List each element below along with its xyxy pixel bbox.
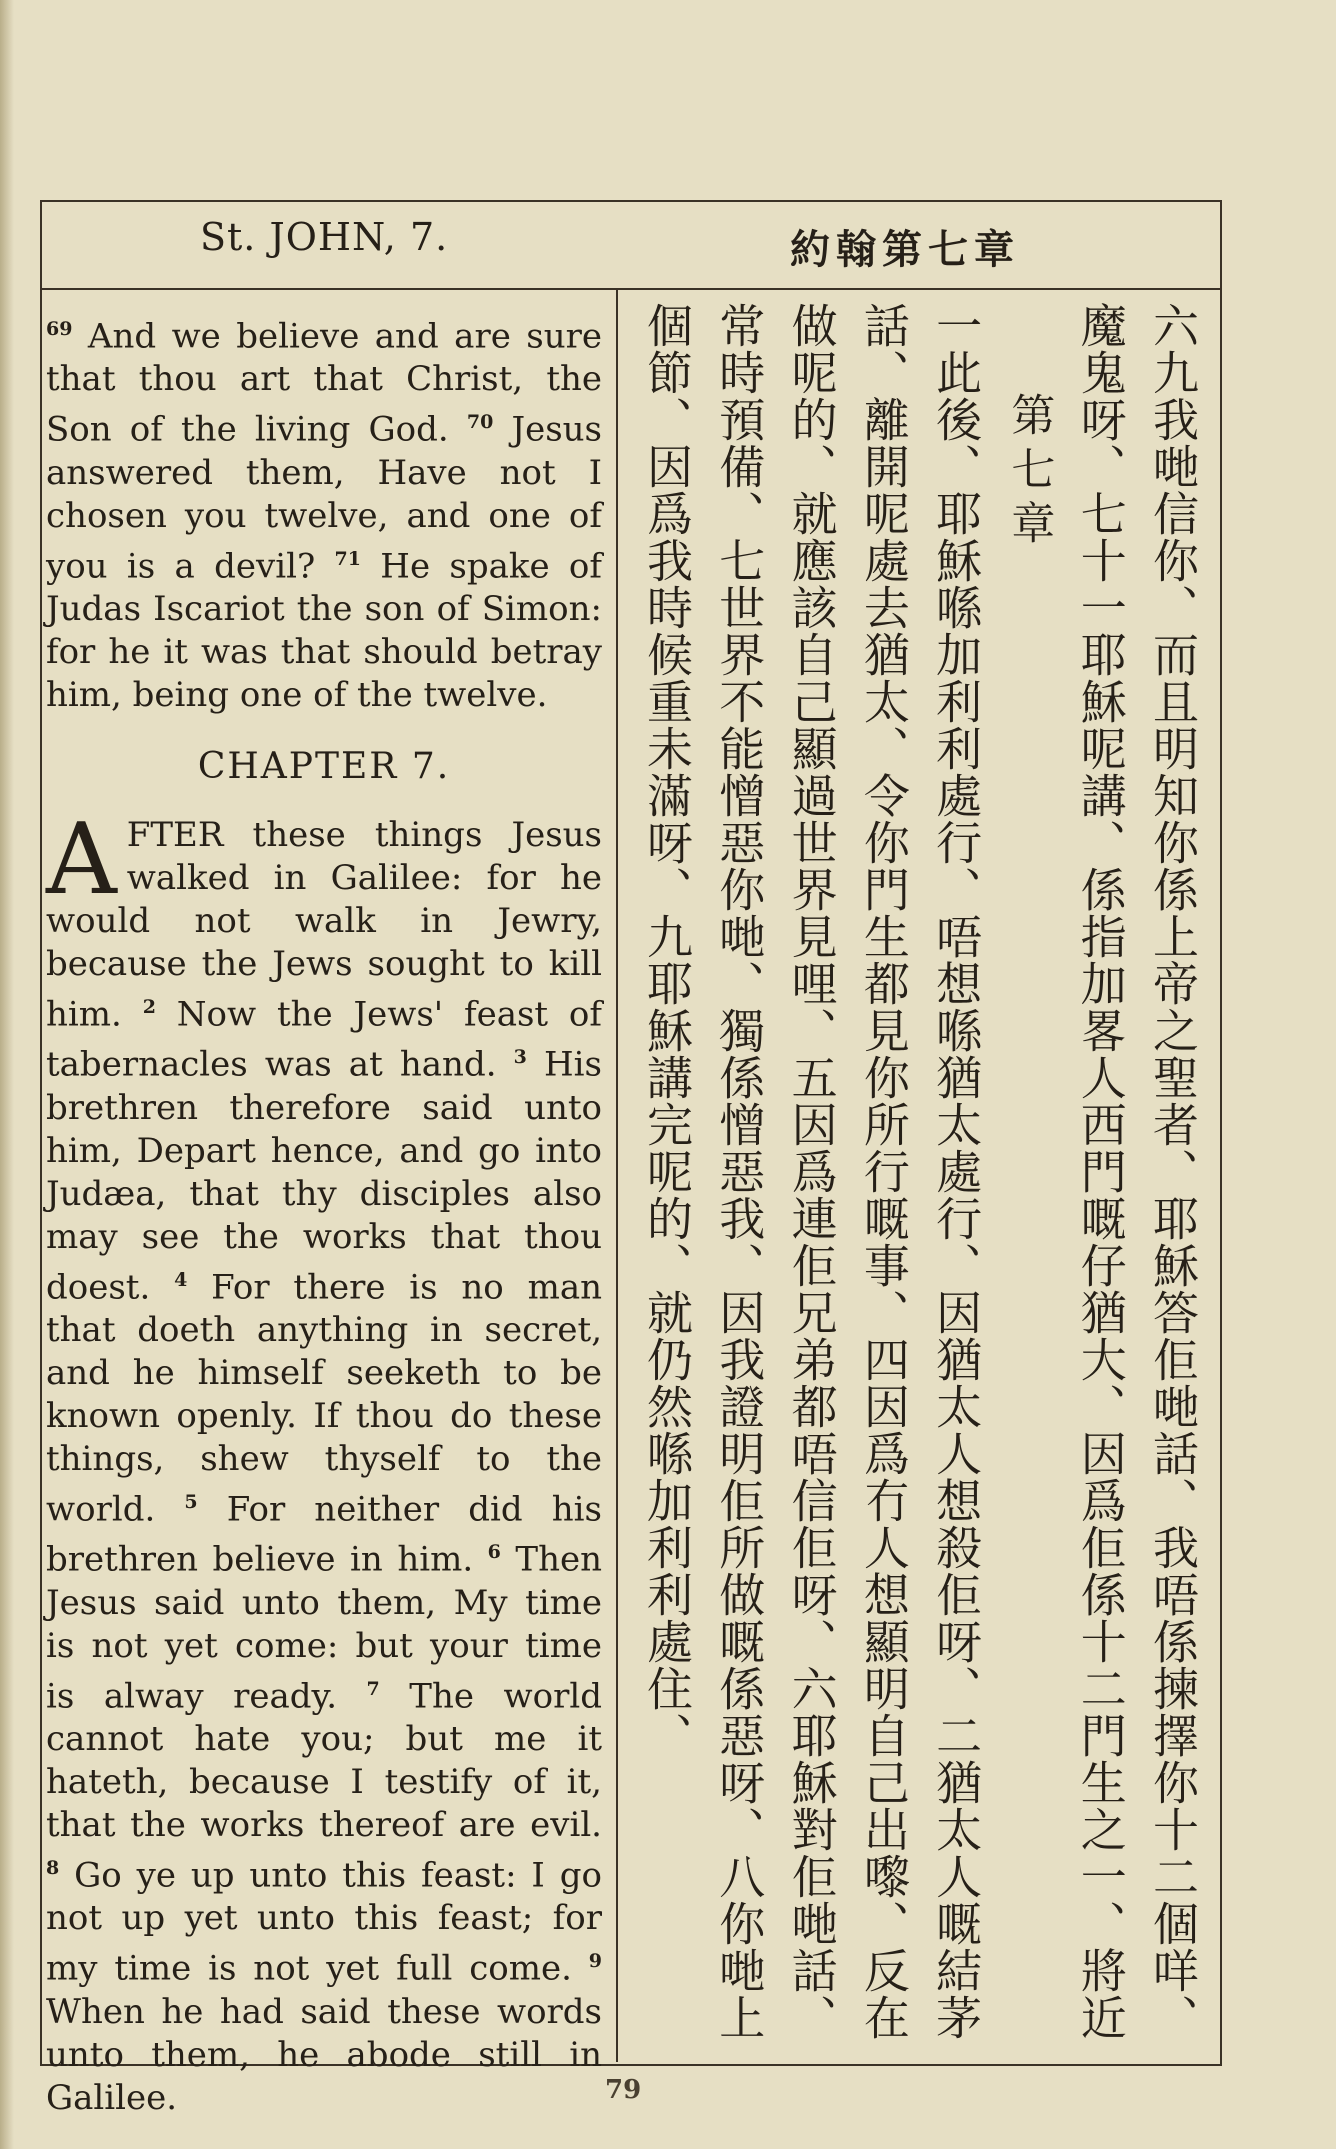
verse-number: 70: [466, 411, 494, 434]
chinese-text-line: 六九我哋信你、而且明知你係上帝之聖者、耶穌答佢哋話、我唔係揀擇你十二個咩、: [1145, 302, 1200, 2041]
english-paragraph-1: [46, 308, 602, 717]
header-rule: [40, 288, 1220, 290]
verse-text: Jesus answered them, Have not I chosen you twelve, and one of you is a devil?: [46, 409, 602, 586]
english-paragraph-2: [46, 802, 602, 2120]
verse-number: 9: [588, 1950, 602, 1973]
verse-text: For neither did his brethren believe in him.: [46, 1489, 602, 1580]
page-number: 79: [605, 2075, 642, 2105]
verse-number: 7: [366, 1677, 380, 1700]
verse-text: The world cannot hate you; but me it hateth, because I testify of it, that the works thereof are evil.: [46, 1675, 602, 1845]
verse-number: 5: [184, 1490, 198, 1513]
chinese-text-line: 做呢的、就應該自己顯過世界見哩、五因爲連佢兄弟都唔信佢呀、六耶穌對佢哋話、: [784, 302, 839, 2041]
verse-number: 8: [46, 1856, 60, 1879]
verse-text: Go ye up unto this feast: I go not up yet unto this feast; for my time is not yet full come.: [46, 1855, 602, 1989]
chinese-chapter-heading: 第七章: [1003, 392, 1055, 554]
verse-text: For there is no man that doeth anything in secret, and he himself seeketh to be known openly. If thou do these things, shew thyself to the world.: [46, 1266, 602, 1530]
running-head-chinese: 約翰第七章: [790, 227, 1020, 273]
english-column: [46, 308, 602, 2120]
verse-number: 3: [513, 1046, 527, 1069]
chinese-text-line: 魔鬼呀、七十一耶穌呢講、係指加畧人西門嘅仔猶大、因爲佢係十二門生之一、將近: [1073, 302, 1128, 2041]
chapter-heading: CHAPTER 7.: [197, 745, 451, 787]
chinese-text-line: 話、離開呢處去猶太、令你門生都見你所行嘅事、四因爲冇人想顯明自己出嚟、反在: [856, 302, 911, 2041]
spine-shadow: [0, 0, 14, 2149]
verse-text: He spake of Judas Iscariot the son of Simon: for he it was that should betray him, being one of the twelve.: [46, 545, 602, 715]
chinese-column: [636, 302, 1202, 2047]
verse-text: FTER these things Jesus walked in Galilee: for he would not walk in Jewry, because the Jews sought to kill him.: [46, 814, 602, 1035]
verse-number: 71: [334, 547, 361, 570]
verse-number: 69: [46, 318, 73, 340]
verse-text: And we believe and are sure that thou art that Christ, the Son of the living God.: [46, 316, 602, 450]
verse-number: 2: [142, 995, 156, 1018]
chinese-text-line: 個節、因爲我時候重未滿呀、九耶穌講完呢的、就仍然喺加利利處住、: [640, 302, 694, 1759]
verse-text: His brethren therefore said unto him, Depart hence, and go into Judæa, that thy disciples also may see the works that thou doest.: [46, 1044, 602, 1307]
chinese-text-line: 一此後、耶穌喺加利利處行、唔想喺猶太處行、因猶太人想殺佢呀、二猶太人嘅結茅: [929, 302, 984, 2041]
verse-text: When he had said these words unto them, he abode still in Galilee.: [46, 1991, 602, 2118]
chinese-text-line: 常時預備、七世界不能憎惡你哋、獨係憎惡我、因我證明佢所做嘅係惡呀、八你哋上: [712, 302, 767, 2041]
verse-text: Now the Jews' feast of tabernacles was at hand.: [46, 994, 602, 1085]
verse-number: 4: [174, 1268, 188, 1291]
verse-number: 6: [487, 1541, 501, 1564]
column-divider: [616, 290, 618, 2062]
drop-cap: A: [46, 802, 117, 917]
running-head-english: St. JOHN, 7.: [200, 215, 449, 259]
verse-text: Then Jesus said unto them, My time is not yet come: but your time is alway ready.: [46, 1539, 602, 1716]
